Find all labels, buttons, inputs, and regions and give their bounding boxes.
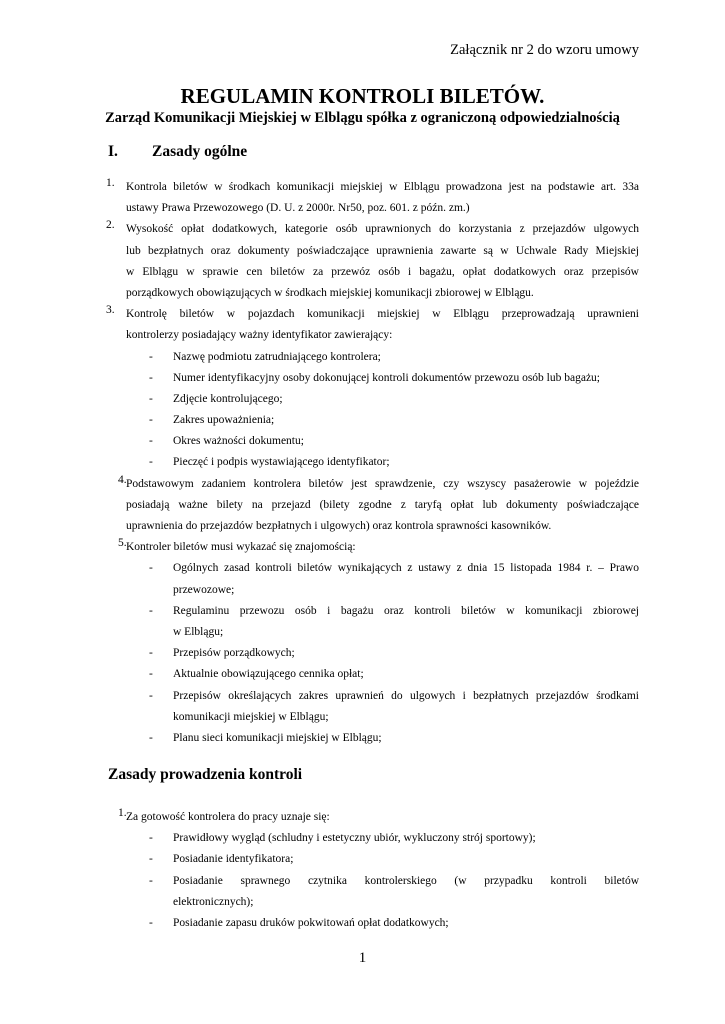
list-item-number: 2. bbox=[106, 219, 115, 232]
bullet-dash: - bbox=[149, 731, 153, 744]
bullet-item bbox=[149, 410, 639, 431]
bullet-dash: - bbox=[149, 853, 153, 866]
text-line: uprawnienia do przejazdów bezpłatnych i ulgowych) oraz kontrola sprawności kasowników. bbox=[126, 520, 552, 532]
bullet-dash: - bbox=[149, 668, 153, 681]
bullet-dash: - bbox=[149, 456, 153, 469]
list-item bbox=[0, 219, 725, 304]
bullet-dash: - bbox=[149, 874, 153, 887]
bullet-text: elektronicznych); bbox=[173, 895, 254, 908]
bullet-text: Zakres upoważnienia; bbox=[173, 414, 275, 427]
bullet-text: Posiadanie sprawnego czytnika kontrolerskiego (w przypadku kontroli biletów bbox=[173, 874, 639, 887]
bullet-text: Pieczęć i podpis wystawiającego identyfikator; bbox=[173, 456, 390, 469]
text-line: lub bezpłatnych oraz dokumenty poświadczające uprawnienia zawarte są w Uchwale Rady Miejskiej bbox=[126, 244, 639, 257]
bullet-dash: - bbox=[149, 392, 153, 405]
bullet-dash: - bbox=[149, 414, 153, 427]
bullet-item bbox=[149, 849, 639, 870]
section-1-number: I. bbox=[108, 143, 118, 160]
bullet-dash: - bbox=[149, 916, 153, 929]
bullet-text: Okres ważności dokumentu; bbox=[173, 435, 304, 448]
bullet-item bbox=[149, 347, 639, 368]
text-line: Za gotowość kontrolera do pracy uznaje się: bbox=[126, 811, 330, 823]
bullet-text: Zdjęcie kontrolującego; bbox=[173, 392, 283, 405]
section-2-list bbox=[0, 807, 725, 934]
bullet-text: Prawidłowy wygląd (schludny i estetyczny ubiór, wykluczony strój sportowy); bbox=[173, 832, 536, 845]
bullet-text: przewozowe; bbox=[173, 583, 235, 596]
list-item bbox=[0, 177, 725, 219]
bullet-text: w Elblągu; bbox=[173, 625, 224, 638]
bullet-item bbox=[149, 601, 639, 643]
list-item-number: 4. bbox=[118, 473, 127, 486]
bullet-text: Planu sieci komunikacji miejskiej w Elblągu; bbox=[173, 731, 382, 744]
list-item bbox=[0, 304, 725, 474]
bullet-text: Aktualnie obowiązującego cennika opłat; bbox=[173, 668, 364, 681]
bullet-item bbox=[149, 643, 639, 664]
list-item bbox=[0, 807, 725, 934]
section-1-title: Zasady ogólne bbox=[152, 143, 248, 160]
bullet-text: komunikacji miejskiej w Elblągu; bbox=[173, 710, 329, 723]
text-line: Podstawowym zadaniem kontrolera biletów jest sprawdzenie, czy wszyscy pasażerowie w pojeździe bbox=[126, 477, 639, 490]
bullet-text: Przepisów porządkowych; bbox=[173, 647, 295, 660]
bullet-text: Posiadanie zapasu druków pokwitowań opłat dodatkowych; bbox=[173, 916, 449, 929]
bullet-dash: - bbox=[149, 371, 153, 384]
bullet-dash: - bbox=[149, 604, 153, 617]
text-line: posiadają ważne bilety na przejazd (bilety zgodne z taryfą opłat lub dokumenty poświadczające bbox=[126, 498, 639, 511]
bullet-item bbox=[149, 728, 639, 749]
text-line: ustawy Prawa Przewozowego (D. U. z 2000r. Nr50, poz. 601. z późn. zm.) bbox=[126, 202, 470, 215]
bullet-text: Nazwę podmiotu zatrudniającego kontrolera; bbox=[173, 350, 381, 363]
bullet-item bbox=[149, 452, 639, 473]
list-item bbox=[0, 537, 725, 749]
bullet-item bbox=[149, 828, 639, 849]
text-line: kontrolerzy posiadający ważny identyfikator zawierający: bbox=[126, 329, 393, 342]
text-line: porządkowych obowiązujących w środkach miejskiej komunikacji zbiorowej w Elblągu. bbox=[126, 286, 534, 299]
text-line: w Elblągu w sprawie cen biletów za przewóz osób i bagażu, opłat dodatkowych oraz przepisów bbox=[126, 265, 639, 278]
bullet-item bbox=[149, 431, 639, 452]
bullet-item bbox=[149, 871, 639, 913]
list-item-number: 3. bbox=[106, 304, 115, 317]
bullet-dash: - bbox=[149, 562, 153, 575]
bullet-item bbox=[149, 368, 639, 389]
page-number: 1 bbox=[358, 950, 367, 966]
text-line: Kontroler biletów musi wykazać się znajomością: bbox=[126, 541, 356, 554]
list-item-number: 1. bbox=[106, 177, 115, 189]
bullet-dash: - bbox=[149, 647, 153, 660]
document-title: REGULAMIN KONTROLI BILETÓW. bbox=[180, 84, 545, 108]
document-subtitle: Zarząd Komunikacji Miejskiej w Elblągu spółka z ograniczoną odpowiedzialnością bbox=[105, 110, 620, 126]
bullet-dash: - bbox=[149, 350, 153, 363]
text-line: Kontrola biletów w środkach komunikacji miejskiej w Elblągu prowadzona jest na podstawie art. 33a bbox=[126, 181, 639, 193]
list-item-number: 5. bbox=[118, 537, 127, 550]
bullet-text: Przepisów określających zakres uprawnień do ulgowych i bezpłatnych przejazdów środkami bbox=[173, 689, 639, 702]
section-1-list bbox=[0, 177, 725, 749]
bullet-text: Posiadanie identyfikatora; bbox=[173, 853, 294, 866]
bullet-item bbox=[149, 664, 639, 685]
text-line: Kontrolę biletów w pojazdach komunikacji miejskiej w Elblągu przeprowadzają uprawnieni bbox=[126, 308, 639, 321]
bullet-text: Numer identyfikacyjny osoby dokonującej kontroli dokumentów przewozu osób lub bagażu; bbox=[173, 371, 600, 384]
bullet-item bbox=[149, 686, 639, 728]
attachment-note: Załącznik nr 2 do wzoru umowy bbox=[450, 42, 639, 58]
bullet-item bbox=[149, 913, 639, 934]
list-item-number: 1. bbox=[118, 807, 127, 819]
bullet-text: Regulaminu przewozu osób i bagażu oraz kontroli biletów w komunikacji zbiorowej bbox=[173, 604, 639, 617]
text-line: Wysokość opłat dodatkowych, kategorie osób uprawnionych do korzystania z przejazdów ulgowych bbox=[126, 223, 639, 236]
bullet-item bbox=[149, 558, 639, 600]
bullet-item bbox=[149, 389, 639, 410]
section-1-heading bbox=[108, 143, 247, 161]
section-2-heading: Zasady prowadzenia kontroli bbox=[108, 766, 303, 783]
bullet-text: Ogólnych zasad kontroli biletów wynikających z ustawy z dnia 15 listopada 1984 r. – Prawo bbox=[173, 562, 639, 575]
bullet-dash: - bbox=[149, 435, 153, 448]
list-item bbox=[0, 474, 725, 538]
bullet-dash: - bbox=[149, 689, 153, 702]
bullet-dash: - bbox=[149, 832, 153, 845]
